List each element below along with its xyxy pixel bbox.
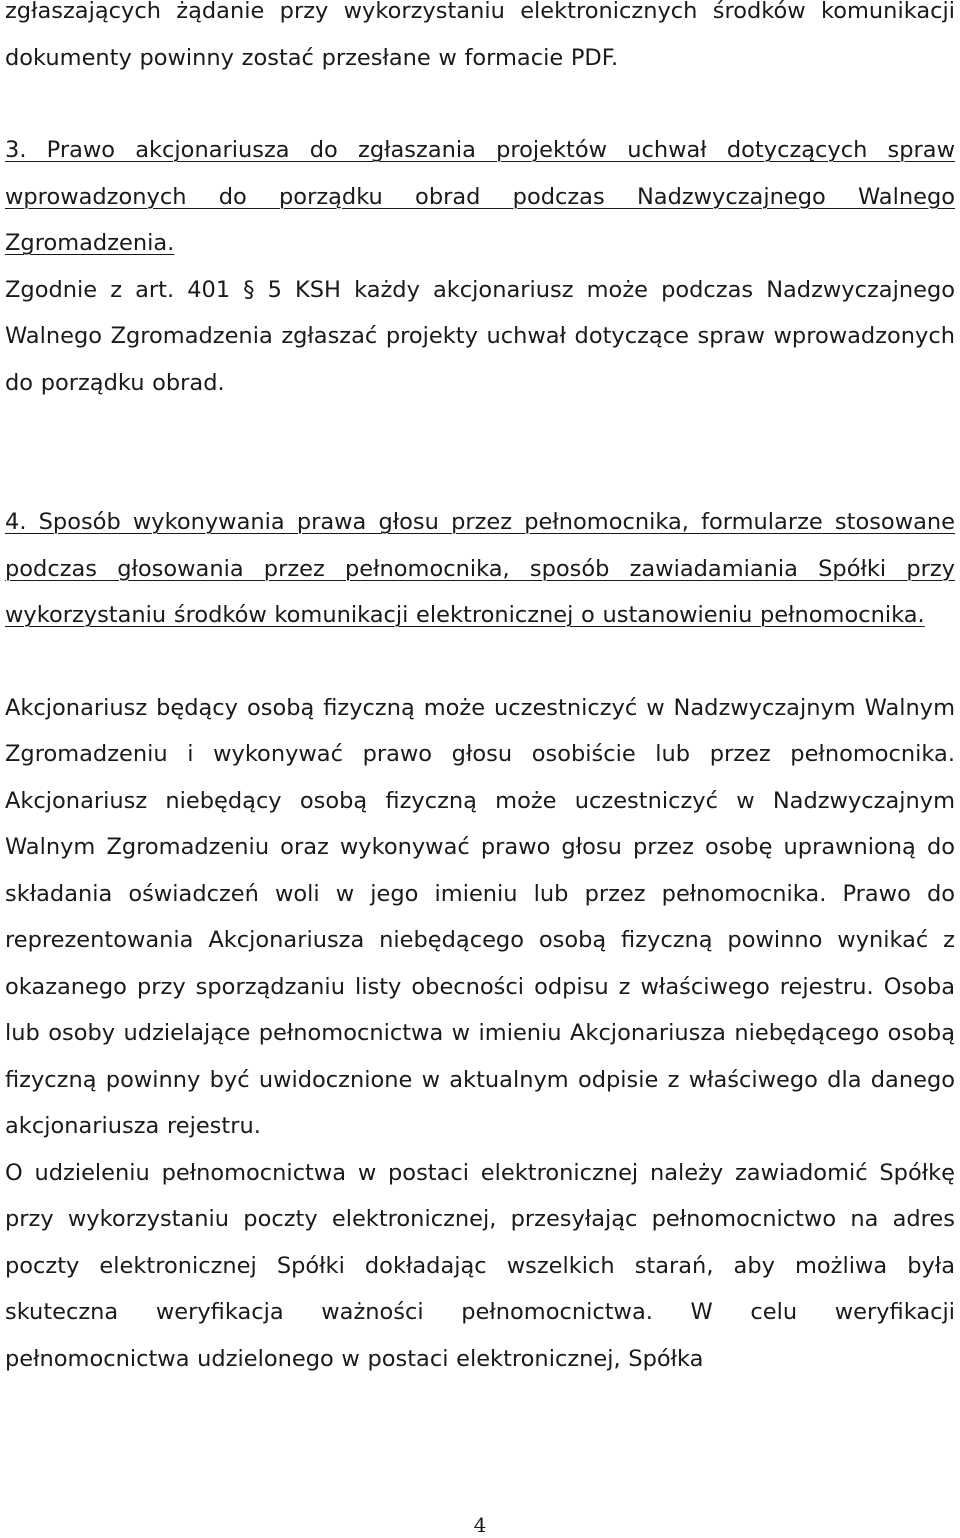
document-page: [5, 0, 955, 1382]
page-number: 4: [473, 1513, 487, 1537]
paragraph-electronic-proxy: O udzieleniu pełnomocnictwa w postaci elektronicznej należy zawiadomić Spółkę przy wykorzystaniu poczty elektronicznej, przesyłając pełnomocnictwo na adres poczty elektronicznej Spółki dokładając wszelkich starań, aby możliwa była skuteczna weryfikacja ważności pełnomocnictwa. W celu weryfikacji pełnomocnictwa udzielonego w postaci elektronicznej, Spółka: [5, 1159, 955, 1372]
paragraph-pdf-format: zgłaszających żądanie przy wykorzystaniu elektronicznych środków komunikacji dokumenty powinny zostać przesłane w formacie PDF.: [5, 0, 955, 71]
paragraph-voting-rights: Akcjonariusz będący osobą fizyczną może uczestniczyć w Nadzwyczajnym Walnym Zgromadzeniu i wykonywać prawo głosu osobiście lub przez pełnomocnika. Akcjonariusz niebędący osobą fizyczną może uczestniczyć w Nadzwyczajnym Walnym Zgromadzeniu oraz wykonywać prawo głosu przez osobę uprawnioną do składania oświadczeń woli w jego imieniu lub przez pełnomocnika. Prawo do reprezentowania Akcjonariusza niebędącego osobą fizyczną powinno wynikać z okazanego przy sporządzaniu listy obecności odpisu z właściwego rejestru. Osoba lub osoby udzielające pełnomocnictwa w imieniu Akcjonariusza niebędącego osobą fizyczną powinny być uwidocznione w aktualnym odpisie z właściwego dla danego akcjonariusza rejestru.: [5, 694, 955, 1139]
section-heading-3: 3. Prawo akcjonariusza do zgłaszania projektów uchwał dotyczących spraw wprowadzonych do porządku obrad podczas Nadzwyczajnego Walnego Zgromadzenia.: [5, 137, 955, 256]
paragraph-art-401: Zgodnie z art. 401 § 5 KSH każdy akcjonariusz może podczas Nadzwyczajnego Walnego Zgromadzenia zgłaszać projekty uchwał dotyczące spraw wprowadzonych do porządku obrad.: [5, 276, 955, 396]
section-heading-4: 4. Sposób wykonywania prawa głosu przez pełnomocnika, formularze stosowane podczas głosowania przez pełnomocnika, sposób zawiadamiania Spółki przy wykorzystaniu środków komunikacji elektronicznej o ustanowieniu pełnomocnika.: [5, 509, 955, 628]
